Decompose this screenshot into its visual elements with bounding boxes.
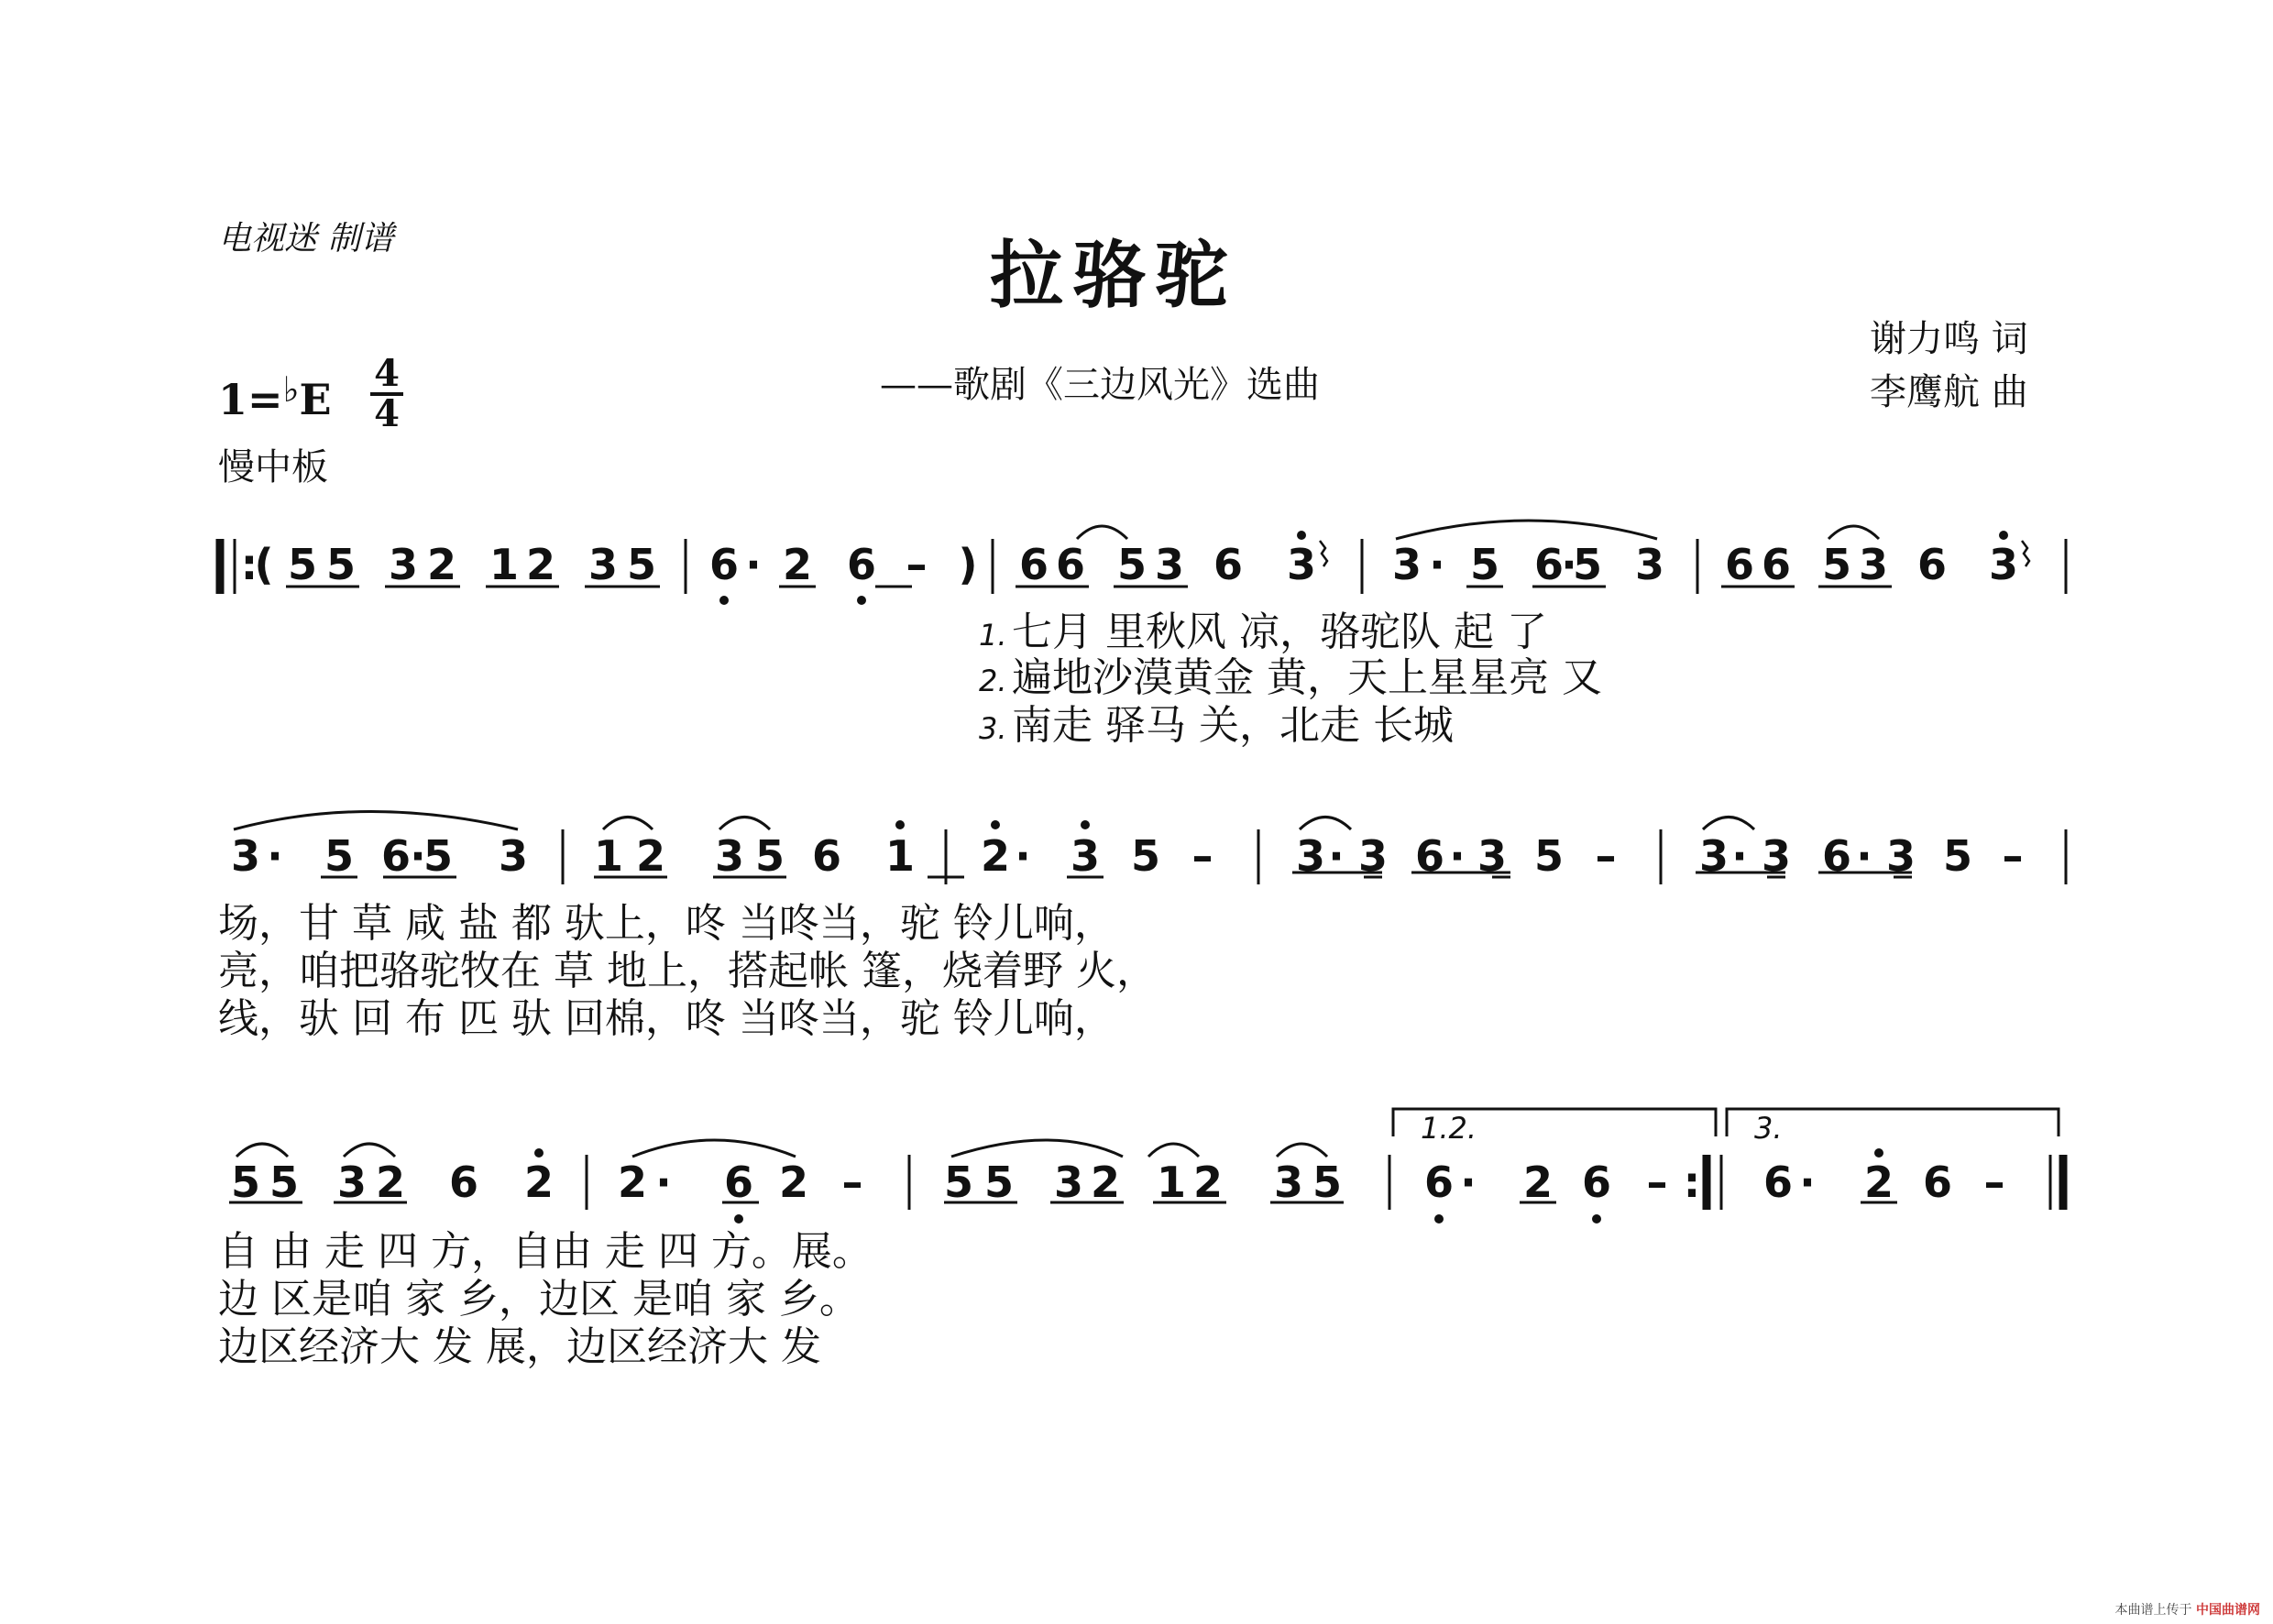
svg-text:6: 6: [1761, 540, 1792, 589]
svg-text:2: 2: [1090, 1158, 1121, 1207]
svg-text:3: 3: [1988, 540, 2019, 589]
svg-text:–: –: [841, 1158, 863, 1207]
svg-text:–: –: [906, 540, 928, 589]
svg-text:5: 5: [1469, 540, 1500, 589]
svg-text:5: 5: [1572, 540, 1603, 589]
tempo-marking: 慢中板: [218, 446, 328, 488]
svg-text:3: 3: [1053, 1158, 1084, 1207]
verse-number: 2.: [979, 664, 1007, 698]
footer-credit: [2115, 1600, 2260, 1619]
svg-text:6: 6: [1821, 831, 1852, 881]
svg-text:6: 6: [1922, 1158, 1953, 1207]
svg-text:1: 1: [593, 831, 624, 881]
svg-text:3: 3: [388, 540, 419, 589]
svg-text::: :: [1683, 1158, 1701, 1207]
svg-text:–: –: [1983, 1158, 2005, 1207]
svg-text:3: 3: [1858, 540, 1889, 589]
svg-text:5: 5: [1130, 831, 1161, 881]
verse-number: 3.: [979, 711, 1007, 746]
svg-text::: :: [240, 540, 258, 589]
svg-text:5: 5: [1312, 1158, 1343, 1207]
meter-top: 4: [374, 352, 400, 395]
svg-text:·: ·: [745, 540, 762, 589]
svg-text:–: –: [1191, 831, 1213, 881]
svg-text:2: 2: [375, 1158, 406, 1207]
lyric-line: 遍地沙漠黄金 黄，天上星星亮 又: [1012, 654, 1602, 701]
svg-text:3: 3: [1885, 831, 1916, 881]
lyric-line: 场，甘 草 咸 盐 都 驮上，咚 当咚当，驼 铃儿响，: [218, 900, 1115, 947]
volta-label: 1.2.: [1421, 1111, 1477, 1146]
svg-text:(: (: [254, 540, 274, 589]
svg-text:·: ·: [1328, 831, 1345, 881]
svg-text:·: ·: [1015, 831, 1031, 881]
verse-number: 1.: [979, 618, 1007, 653]
flat-sign: ♭: [282, 368, 300, 410]
svg-text:6: 6: [1055, 540, 1086, 589]
svg-text:5: 5: [983, 1158, 1015, 1207]
svg-text:2: 2: [523, 1158, 555, 1207]
svg-text:6: 6: [1916, 540, 1948, 589]
svg-text:·: ·: [1799, 1158, 1816, 1207]
svg-text:6: 6: [1018, 540, 1049, 589]
svg-text:3: 3: [1761, 831, 1792, 881]
svg-text:6: 6: [1423, 1158, 1455, 1207]
key-note: E: [299, 375, 332, 424]
svg-text:–: –: [2002, 831, 2024, 881]
svg-text:·: ·: [1449, 831, 1466, 881]
svg-text:2: 2: [635, 831, 666, 881]
svg-text:6: 6: [846, 540, 877, 589]
svg-text:2: 2: [617, 1158, 648, 1207]
svg-text:6: 6: [448, 1158, 479, 1207]
svg-text:5: 5: [1116, 540, 1147, 589]
svg-text:2: 2: [778, 1158, 809, 1207]
svg-text:3: 3: [1273, 1158, 1304, 1207]
svg-text:5: 5: [230, 1158, 261, 1207]
svg-text:·: ·: [1429, 540, 1445, 589]
svg-text:1: 1: [884, 831, 916, 881]
lyricist-credit: 谢力鸣 词: [1870, 318, 2028, 360]
svg-text:2: 2: [1192, 1158, 1224, 1207]
svg-text:6: 6: [1533, 540, 1565, 589]
svg-text:6: 6: [1762, 1158, 1794, 1207]
svg-text:5: 5: [626, 540, 657, 589]
score-maker: 电视迷 制谱: [218, 220, 394, 258]
svg-text:5: 5: [269, 1158, 300, 1207]
svg-text:): ): [958, 540, 978, 589]
svg-text:2: 2: [980, 831, 1011, 881]
svg-text:3: 3: [1070, 831, 1101, 881]
svg-text:·: ·: [1731, 831, 1748, 881]
svg-text:5: 5: [324, 831, 355, 881]
lyric-line: 南走 驿马 关，北走 长城: [1012, 702, 1454, 749]
svg-text:5: 5: [754, 831, 785, 881]
svg-text:6: 6: [811, 831, 842, 881]
svg-text:5: 5: [1533, 831, 1565, 881]
lyric-line: 七月 里秋风 凉，骆驼队 起 了: [1012, 609, 1547, 655]
svg-text:·: ·: [655, 1158, 672, 1207]
svg-text:·: ·: [1460, 1158, 1477, 1207]
svg-text:5: 5: [1821, 540, 1852, 589]
svg-text:1: 1: [1156, 1158, 1187, 1207]
svg-text:–: –: [1595, 831, 1617, 881]
song-title: 拉骆驼: [990, 232, 1237, 318]
svg-text:2: 2: [1863, 1158, 1894, 1207]
svg-text:3: 3: [1295, 831, 1326, 881]
svg-text:3: 3: [1286, 540, 1317, 589]
lyric-line: 边 区是咱 家 乡，边区 是咱 家 乡。: [218, 1276, 860, 1322]
svg-text:6: 6: [1414, 831, 1445, 881]
svg-text:3: 3: [336, 1158, 368, 1207]
svg-text:3: 3: [230, 831, 261, 881]
svg-text:5: 5: [287, 540, 318, 589]
svg-text:6: 6: [380, 831, 412, 881]
lyric-line: 自 由 走 四 方，自由 走 四 方。展。: [218, 1228, 873, 1275]
song-subtitle: ——歌剧《三边风光》选曲: [880, 364, 1320, 406]
svg-text:–: –: [1646, 1158, 1668, 1207]
lyric-line: 边区经济大 发 展，边区经济大 发: [218, 1323, 821, 1370]
svg-text:3: 3: [1357, 831, 1389, 881]
footer-site: 中国曲谱网: [2196, 1603, 2260, 1618]
svg-text:5: 5: [1942, 831, 1973, 881]
svg-text:2: 2: [1522, 1158, 1554, 1207]
svg-text:1: 1: [489, 540, 520, 589]
svg-text:3: 3: [1634, 540, 1665, 589]
key-prefix: 1=: [218, 375, 283, 424]
lyric-line: 亮，咱把骆驼牧在 草 地上，搭起帐 篷，烧着野 火，: [218, 948, 1157, 994]
svg-text:6: 6: [723, 1158, 754, 1207]
composer-credit: 李鹰航 曲: [1870, 371, 2028, 413]
footer-text: 本曲谱上传于: [2114, 1603, 2192, 1618]
svg-text:5: 5: [423, 831, 454, 881]
svg-text:6: 6: [708, 540, 740, 589]
svg-text:2: 2: [426, 540, 457, 589]
svg-text:6: 6: [1213, 540, 1244, 589]
svg-text:3: 3: [498, 831, 529, 881]
svg-text:2: 2: [525, 540, 556, 589]
volta-label: 3.: [1754, 1111, 1783, 1146]
svg-text:3: 3: [587, 540, 619, 589]
meter-bottom: 4: [374, 392, 400, 435]
svg-text:3: 3: [1391, 540, 1422, 589]
svg-text:·: ·: [1856, 831, 1872, 881]
svg-text:6: 6: [1581, 1158, 1612, 1207]
svg-text:5: 5: [943, 1158, 974, 1207]
svg-text:·: ·: [410, 831, 426, 881]
svg-text:6: 6: [1724, 540, 1755, 589]
svg-text:2: 2: [782, 540, 813, 589]
svg-text:3: 3: [714, 831, 745, 881]
lyric-line: 线，驮 回 布 匹 驮 回棉，咚 当咚当，驼 铃儿响，: [218, 995, 1115, 1042]
svg-text:·: ·: [1561, 540, 1577, 589]
svg-text:3: 3: [1698, 831, 1729, 881]
svg-text:5: 5: [325, 540, 357, 589]
svg-text:3: 3: [1154, 540, 1185, 589]
svg-text:·: ·: [267, 831, 283, 881]
svg-text:3: 3: [1477, 831, 1508, 881]
